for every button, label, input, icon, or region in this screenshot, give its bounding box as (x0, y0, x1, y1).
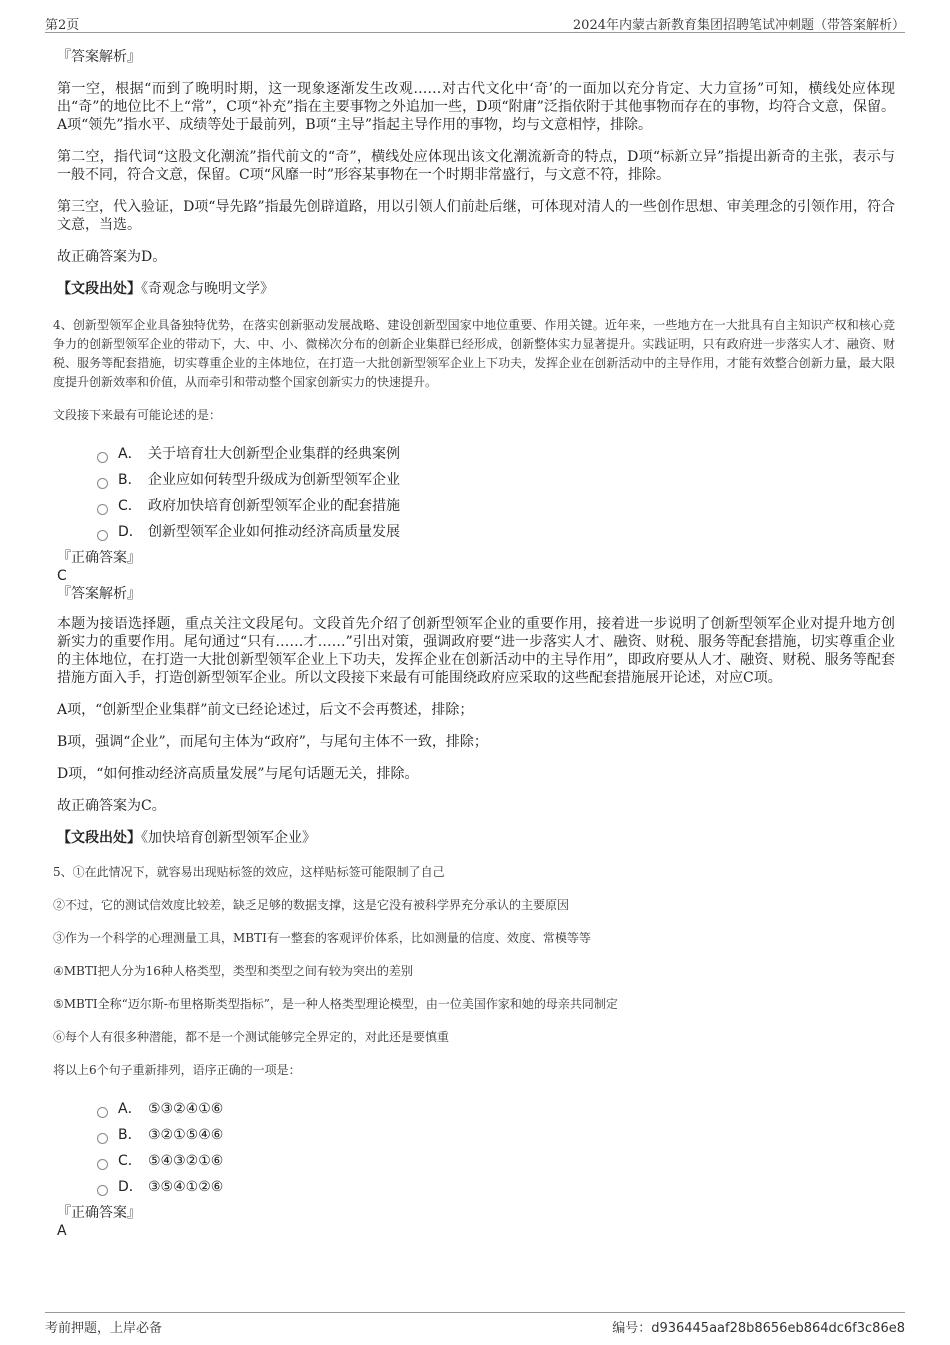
q5-option-d[interactable]: D． ③⑤④①②⑥ (97, 1174, 895, 1200)
q4-answer: C (57, 568, 67, 584)
q4-source (57, 829, 895, 847)
radio-icon[interactable] (97, 1133, 108, 1144)
q4-analysis-p2: A项，“创新型企业集群”前文已经论述过，后文不会再赘述，排除； (57, 702, 474, 718)
page-number: 第2页 (45, 18, 80, 33)
q4-prompt: 文段接下来最有可能论述的是： (53, 408, 222, 422)
q5-sentence-4: ④MBTI把人分为16种人格类型，类型和类型之间有较为突出的差别 (53, 964, 413, 978)
radio-icon[interactable] (97, 452, 108, 463)
q4-stem: 4、创新型领军企业具备独特优势，在落实创新驱动发展战略、建设创新型国家中地位重要、作用关键。近年来，一些地方在一大批具有自主知识产权和核心竞争力的创新型领军企业的带动下，大、中、小、微梯次分布的创新企业集群已经形成，创新整体实力显著提升。实践证明，只有政府进一步落实人才、融资、财税、服务等配套措施，切实尊重企业的主体地位，在打造一大批创新型领军企业上下功夫，发挥企业在创新活动中的主导作用，才能有效整合创新力量，最大限度提升创新效率和价值，从而牵引和带动整个国家创新实力的快速提升。 (53, 318, 895, 389)
q4-option-c[interactable]: C． 政府加快培育创新型领军企业的配套措施 (97, 493, 895, 519)
q3-conclusion: 故正确答案为D。 (57, 249, 167, 265)
q5-sentence-6: ⑥每个人有很多种潜能，都不是一个测试能够完全界定的，对此还是要慎重 (53, 1030, 450, 1044)
q3-source-title: 《奇观念与晚明文学》 (141, 281, 274, 297)
q3-analysis-p2: 第二空，指代词“这股文化潮流”指代前文的“奇”，横线处应体现出该文化潮流新奇的特点，D项“标新立异”指提出新奇的主张，表示与一般不同，符合文意，保留。C项“风靡一时”形容某事物在一个时期非常盛行，与文意不符，排除。 (57, 149, 895, 183)
q4-option-a[interactable]: A． 关于培育壮大创新型企业集群的经典案例 (97, 441, 895, 467)
q4-option-b[interactable]: B． 企业应如何转型升级成为创新型领军企业 (97, 467, 895, 493)
radio-icon[interactable] (97, 530, 108, 541)
main-content (53, 48, 895, 1240)
q4-analysis-label: 『答案解析』 (57, 586, 141, 602)
q4-conclusion: 故正确答案为C。 (57, 798, 166, 814)
q5-sentence-1: 5、①在此情况下，就容易出现贴标签的效应，这样贴标签可能限制了自己 (53, 865, 445, 879)
q5-answer: A (57, 1223, 67, 1239)
q5-option-c[interactable]: C． ⑤④③②①⑥ (97, 1148, 895, 1174)
q5-sentence-2: ②不过，它的测试信效度比较差，缺乏足够的数据支撑，这是它没有被科学界充分承认的主要原因 (53, 898, 570, 912)
q3-analysis-p1: 第一空，根据“而到了晚明时期，这一现象逐渐发生改观……对古代文化中‘奇’的一面加以充分肯定、大力宣扬”可知，横线处应体现出“奇”的地位比不上“常”，C项“补充”指在主要事物之外追加一些，D项“附庸”泛指依附于其他事物而存在的事物，均符合文意，保留。A项“领先”指水平、成绩等处于最前列，B项“主导”指起主导作用的事物，均与文意相悖，排除。 (57, 81, 895, 133)
q4-analysis-p1: 本题为接语选择题，重点关注文段尾句。文段首先介绍了创新型领军企业的重要作用，接着进一步说明了创新型领军企业对提升地方创新实力的重要作用。尾句通过“只有……才……”引出对策，强调政府要“进一步落实人才、融资、财税、服务等配套措施，切实尊重企业的主体地位，在打造一大批创新型领军企业上下功夫，发挥企业在创新活动中的主导作用”，即政府要从人才、融资、财税、服务等配套措施方面入手，打造创新型领军企业。所以文段接下来最有可能围绕政府应采取的这些配套措施展开论述，对应C项。 (57, 616, 895, 686)
q4-analysis-p4: D项，“如何推动经济高质量发展”与尾句话题无关，排除。 (57, 766, 419, 782)
radio-icon[interactable] (97, 1107, 108, 1118)
q5-answer-label: 『正确答案』 (57, 1205, 141, 1221)
q4-option-d[interactable]: D． 创新型领军企业如何推动经济高质量发展 (97, 519, 895, 545)
footer-slogan: 考前押题，上岸必备 (45, 1321, 163, 1336)
q4-options (97, 441, 895, 545)
q3-source-label: 【文段出处】 (57, 281, 141, 297)
q3-source (57, 280, 895, 298)
q5-sentence-5: ⑤MBTI全称“迈尔斯-布里格斯类型指标”，是一种人格类型理论模型，由一位美国作家和她的母亲共同制定 (53, 997, 618, 1011)
radio-icon[interactable] (97, 1185, 108, 1196)
q5-option-b[interactable]: B． ③②①⑤④⑥ (97, 1122, 895, 1148)
q3-analysis-label: 『答案解析』 (57, 49, 141, 65)
radio-icon[interactable] (97, 1159, 108, 1170)
q4-source-label: 【文段出处】 (57, 830, 141, 846)
q4-source-title: 《加快培育创新型领军企业》 (141, 830, 316, 846)
q5-option-a[interactable]: A． ⑤③②④①⑥ (97, 1096, 895, 1122)
q5-sentence-3: ③作为一个科学的心理测量工具，MBTI有一整套的客观评价体系，比如测量的信度、效度、常模等等 (53, 931, 591, 945)
document-title: 2024年内蒙古新教育集团招聘笔试冲刺题（带答案解析） (572, 18, 905, 33)
q5-prompt: 将以上6个句子重新排列，语序正确的一项是： (53, 1063, 301, 1077)
radio-icon[interactable] (97, 478, 108, 489)
q4-answer-label: 『正确答案』 (57, 550, 141, 566)
document-id: 编号：d936445aaf28b8656eb864dc6f3c86e8 (612, 1321, 905, 1336)
radio-icon[interactable] (97, 504, 108, 515)
q4-analysis-p3: B项，强调“企业”，而尾句主体为“政府”，与尾句主体不一致，排除； (57, 734, 488, 750)
page-footer (45, 1312, 905, 1336)
q3-analysis-p3: 第三空，代入验证，D项“导先路”指最先创辟道路，用以引领人们前赴后继，可体现对清人的一些创作思想、审美理念的引领作用，符合文意，当选。 (57, 199, 895, 233)
q5-options (97, 1096, 895, 1200)
page-header (45, 12, 905, 33)
